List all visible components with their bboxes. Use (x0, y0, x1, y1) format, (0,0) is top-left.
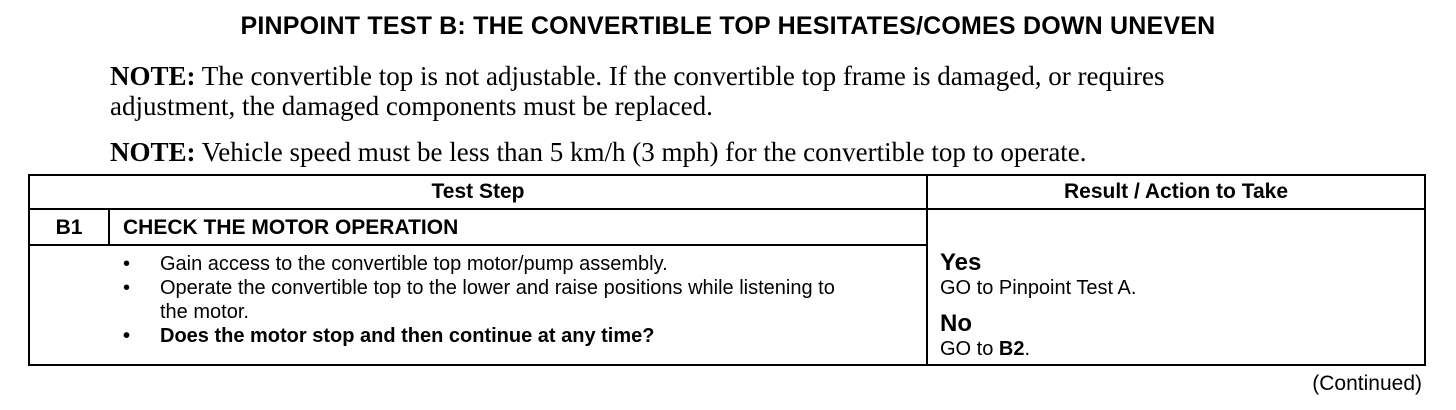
list-item-text: Operate the convertible top to the lower and raise positions while listening to the motor. (160, 277, 835, 323)
result-yes (940, 250, 1136, 300)
step-instructions (120, 252, 920, 348)
page-title: PINPOINT TEST B: THE CONVERTIBLE TOP HESITATES/COMES DOWN UNEVEN (240, 12, 1216, 40)
note-adjustable (110, 61, 1290, 121)
step-id: B1 (55, 216, 83, 239)
result-action-step-ref: B2 (998, 338, 1025, 360)
bullet-icon: • (123, 325, 131, 347)
result-action (940, 276, 1136, 300)
list-item-question (120, 324, 920, 348)
note-vehicle-speed (110, 137, 1360, 167)
header-test-step: Test Step (431, 180, 525, 203)
result-action-suffix: . (1024, 338, 1031, 360)
result-label: No (940, 310, 972, 337)
result-action-text: GO to Pinpoint Test A. (940, 277, 1137, 299)
bullet-icon: • (123, 253, 131, 275)
result-action-text: GO to (940, 338, 999, 360)
note-text: The convertible top is not adjustable. If the convertible top frame is damaged, or requires adjustment, the damaged components must be replaced. (110, 61, 1165, 121)
header-divider (28, 208, 1426, 210)
list-item (120, 252, 920, 276)
note-text: Vehicle speed must be less than 5 km/h (3 mph) for the convertible top to operate. (201, 137, 1087, 167)
continued-label: (Continued) (1312, 372, 1422, 395)
step-row-divider (28, 244, 927, 246)
result-no (940, 311, 1030, 361)
note-label: NOTE: (110, 137, 196, 167)
step-title: CHECK THE MOTOR OPERATION (123, 216, 459, 239)
bullet-icon: • (123, 277, 131, 299)
header-result: Result / Action to Take (1063, 180, 1289, 203)
note-label: NOTE: (110, 61, 196, 91)
result-label: Yes (940, 249, 982, 276)
step-id-divider (108, 209, 110, 246)
list-item-text: Does the motor stop and then continue at any time? (160, 325, 655, 347)
list-item (120, 276, 860, 324)
list-item-text: Gain access to the convertible top motor/pump assembly. (160, 253, 668, 275)
result-action (940, 337, 1030, 361)
